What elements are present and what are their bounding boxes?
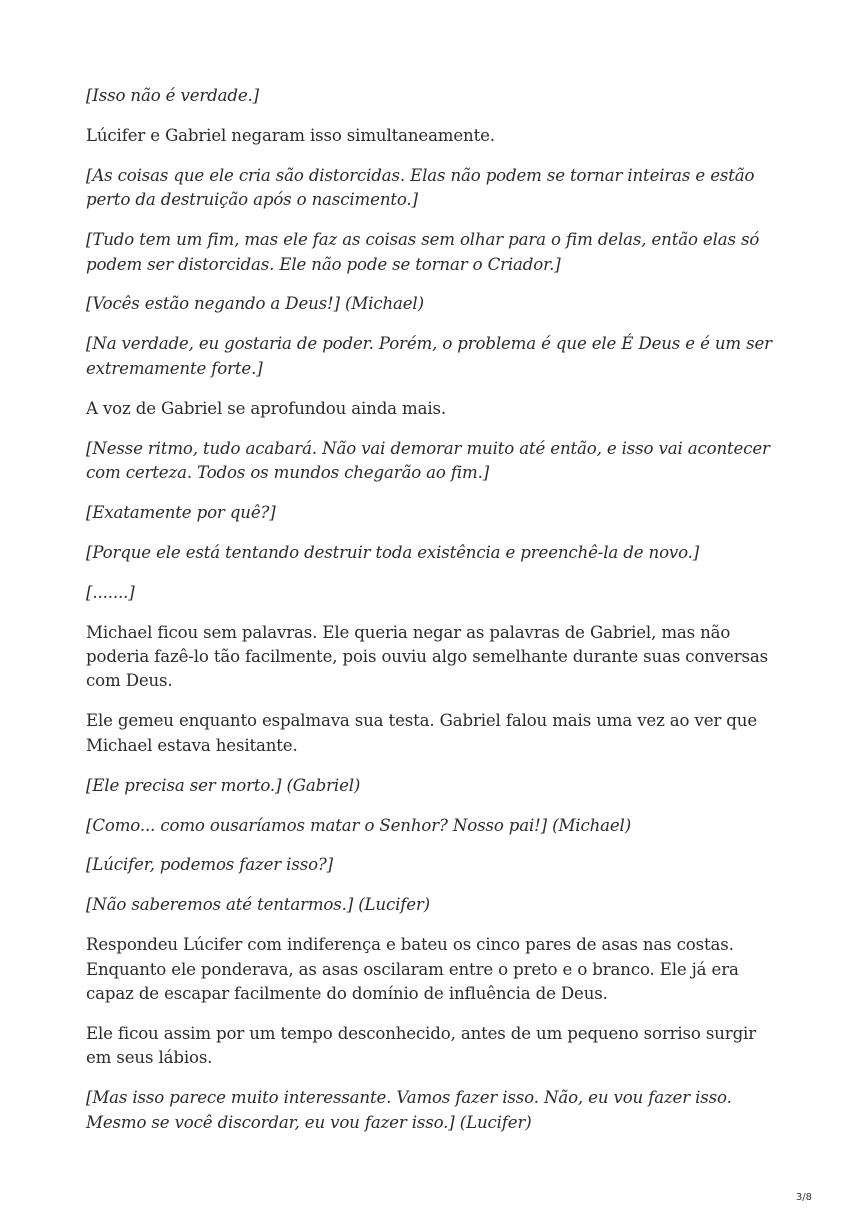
paragraph: [Isso não é verdade.] <box>86 86 259 105</box>
paragraph: [Exatamente por quê?] <box>86 502 276 522</box>
paragraph: A voz de Gabriel se aprofundou ainda mais. <box>86 398 447 418</box>
paragraph: [Ele precisa ser morto.] (Gabriel) <box>86 775 361 795</box>
paragraph: [Na verdade, eu gostaria de poder. Porém, o problema é que ele É Deus e é um ser extremamente forte.] <box>86 334 772 378</box>
paragraph: Ele gemeu enquanto espalmava sua testa. Gabriel falou mais uma vez ao ver que Michael estava hesitante. <box>86 711 757 755</box>
paragraph: [Tudo tem um fim, mas ele faz as coisas sem olhar para o fim delas, então elas só podem ser distorcidas. Ele não pode se tornar o Criador.] <box>86 230 760 274</box>
paragraph: [Vocês estão negando a Deus!] (Michael) <box>86 294 424 314</box>
paragraph: [Não saberemos até tentarmos.] (Lucifer) <box>86 895 431 915</box>
paragraph: [Lúcifer, podemos fazer isso?] <box>86 855 333 875</box>
paragraph: Ele ficou assim por um tempo desconhecido, antes de um pequeno sorriso surgir em seus lábios. <box>86 1023 756 1068</box>
paragraph: [Nesse ritmo, tudo acabará. Não vai demorar muito até então, e isso vai acontecer com certeza. Todos os mundos chegarão ao fim.] <box>86 438 770 482</box>
document-body <box>86 84 786 1151</box>
paragraph: [Porque ele está tentando destruir toda existência e preenchê-la de novo.] <box>86 542 700 562</box>
paragraph: [Mas isso parece muito interessante. Vamos fazer isso. Não, eu vou fazer isso. Mesmo se você discordar, eu vou fazer isso.] (Lucifer) <box>86 1088 732 1132</box>
page-number: 3/8 <box>795 1192 812 1203</box>
paragraph: [As coisas que ele cria são distorcidas. Elas não podem se tornar inteiras e estão perto da destruição após o nascimento.] <box>86 165 755 210</box>
paragraph: [.......] <box>86 582 135 602</box>
paragraph: Michael ficou sem palavras. Ele queria negar as palavras de Gabriel, mas não poderia fazê-lo tão facilmente, pois ouviu algo semelhante durante suas conversas com Deus. <box>86 622 768 691</box>
paragraph: Lúcifer e Gabriel negaram isso simultaneamente. <box>86 125 495 145</box>
paragraph: [Como... como ousaríamos matar o Senhor? Nosso pai!] (Michael) <box>86 815 632 835</box>
paragraph: Respondeu Lúcifer com indiferença e bateu os cinco pares de asas nas costas. Enquanto ele ponderava, as asas oscilaram entre o preto e o branco. Ele já era capaz de escapar facilmente do domínio de influência de Deus. <box>86 935 739 1004</box>
